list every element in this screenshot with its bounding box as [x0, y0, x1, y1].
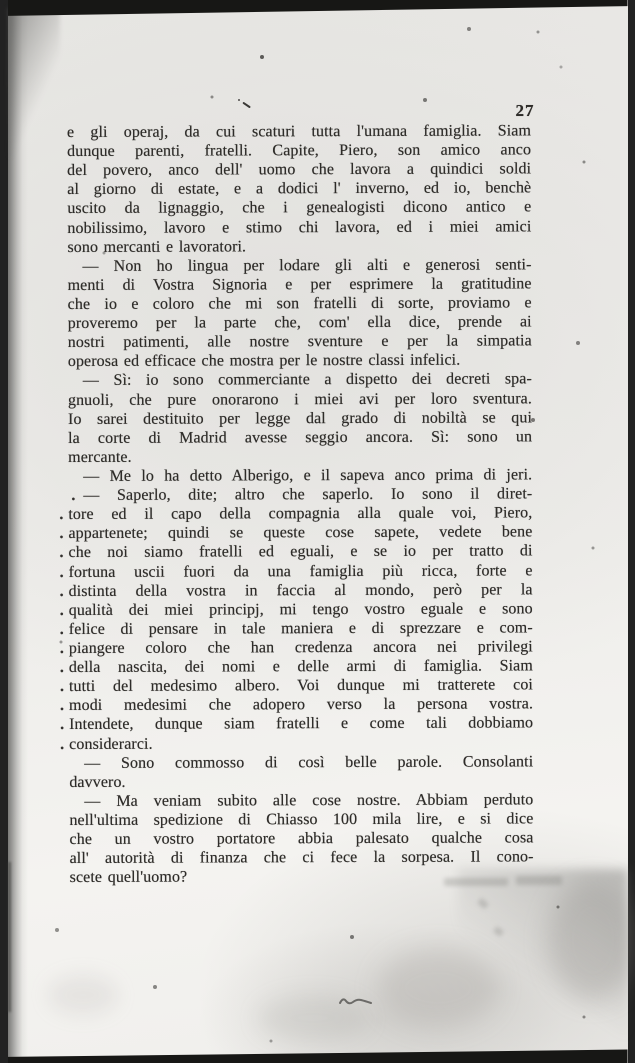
line-text: che io e coloro che mi son fratelli di sorte, proviamo e — [67, 294, 532, 313]
line-text: al giorno di estate, e a dodici l' inverno, ed io, benchè — [66, 179, 531, 199]
line-text: gnuoli, che pure onorarono i miei avi per loro sventura. — [67, 389, 532, 409]
line-text: fortuna uscii fuori da una famiglia più ricca, forte e — [68, 561, 533, 581]
text-line — [67, 198, 531, 219]
line-text: — Ma veniam subito alle cose nostre. Abbiam perduto — [83, 791, 533, 810]
line-text: che un vostro portatore abbia palesato qualche cosa — [68, 829, 534, 849]
text-line — [59, 676, 533, 697]
margin-dot-artifact: . — [59, 563, 64, 581]
margin-dot-artifact: . — [59, 697, 64, 715]
text-line — [67, 160, 531, 181]
margin-dot-artifact: . — [59, 639, 64, 657]
text-line — [68, 484, 532, 505]
line-text: — Me lo ha detto Alberigo, e il sapeva anco prima di jeri. — [82, 466, 532, 485]
line-text: tutti del medesimo albero. Voi dunque mi tratterete coi — [68, 676, 533, 696]
line-text: tore ed il capo della compagnia alla quale voi, Piero, — [67, 504, 532, 524]
bottom-right-shadow — [458, 869, 628, 1059]
line-text: — Non ho lingua per lodare gli alti e generosi senti- — [81, 256, 532, 275]
line-text: la corte di Madrid avesse seggio ancora. Sì: sono un — [67, 428, 532, 447]
text-line — [67, 351, 531, 372]
margin-dot-artifact: . — [59, 601, 64, 619]
ink-speck — [238, 99, 240, 101]
text-line — [69, 790, 533, 811]
line-text: distinta della vostra in faccia al mondo, però per la — [68, 581, 533, 600]
text-line — [67, 236, 531, 257]
text-line — [59, 618, 533, 639]
text-line — [59, 656, 533, 677]
line-text: e gli operaj, da cui scaturi tutta l'umana famiglia. Siam — [66, 122, 531, 141]
text-line — [67, 121, 531, 142]
text-line — [67, 293, 531, 314]
line-text: Io sarei destituito per legge dal grado di nobiltà se qui — [67, 409, 532, 428]
paragraph — [67, 121, 531, 256]
margin-dot-artifact: . — [58, 506, 64, 524]
line-text: considerarci. — [68, 735, 153, 753]
text-line — [68, 446, 532, 467]
scanned-book-page — [8, 0, 628, 1063]
text-line — [58, 523, 532, 544]
text-line — [59, 580, 533, 601]
margin-dot-artifact: . — [59, 659, 64, 677]
line-text: — Saperlo, dite; altro che saperlo. Io sono il diret- — [82, 485, 532, 505]
line-text: Intendete, dunque siam fratelli e come tali dobbiamo — [68, 714, 533, 734]
line-text: scete quell'uomo? — [69, 868, 187, 887]
margin-dot-artifact: . — [59, 620, 64, 638]
line-text: del povero, anco dell' uomo che lavora a quindici soldi — [66, 160, 531, 180]
text-line — [67, 312, 531, 333]
text-line — [69, 848, 533, 869]
line-text: che noi siamo fratelli ed eguali, e se io per tratto di — [67, 542, 533, 562]
text-line — [59, 637, 533, 658]
paragraph — [67, 370, 531, 467]
margin-dot-artifact: . — [59, 735, 64, 753]
text-line — [67, 140, 531, 161]
paragraph — [68, 465, 532, 486]
paragraph — [69, 790, 533, 887]
margin-dot-artifact: . — [59, 678, 64, 696]
line-text: sono mercanti e lavoratori. — [66, 238, 246, 256]
text-line — [69, 809, 533, 830]
line-text: nostri patimenti, alle nostre sventure e per la simpatia — [67, 332, 532, 352]
text-line — [59, 561, 533, 582]
text-line — [67, 370, 531, 391]
text-line — [69, 771, 533, 792]
text-line — [67, 179, 531, 200]
page-number: 27 — [515, 101, 535, 120]
line-text: operosa ed efficace che mostra per le nostre classi infelici. — [67, 351, 460, 371]
margin-dot-artifact: . — [58, 544, 64, 562]
line-text: della nascita, dei nomi e delle armi di famiglia. Siam — [68, 657, 533, 677]
text-line — [58, 504, 532, 525]
page-spine-shadow — [8, 0, 28, 1063]
text-line — [59, 733, 533, 754]
line-text: qualità dei miei principj, mi tengo vostro eguale e sono — [68, 600, 533, 619]
text-line — [67, 389, 531, 410]
paragraph — [67, 255, 531, 371]
line-text: felice di pensare in tale maniera e di sprezzare e com- — [68, 619, 533, 638]
text-line — [68, 465, 532, 486]
text-line — [69, 752, 533, 773]
paragraph — [69, 752, 533, 792]
line-text: nobilissimo, lavoro e stimo chi lavora, ed i miei amici — [66, 217, 531, 237]
line-text: mercante. — [67, 448, 132, 466]
pen-mark-squiggle — [338, 993, 378, 1011]
spine-corner-shadow — [8, 8, 60, 158]
paper-smudge — [48, 975, 118, 1015]
text-line — [67, 255, 531, 276]
text-line — [68, 427, 532, 448]
text-line — [67, 274, 531, 295]
margin-dot-artifact: . — [59, 716, 64, 734]
ink-speck-accent — [242, 102, 251, 109]
line-text: appartenete; quindi se queste cose sapete, vedete bene — [67, 523, 532, 543]
text-line — [59, 714, 533, 735]
text-block — [58, 121, 534, 887]
text-line — [59, 695, 533, 716]
left-edge-line — [8, 862, 11, 1012]
text-line — [67, 332, 531, 353]
margin-dot-artifact: . — [58, 525, 64, 543]
line-text: piangere coloro che han credenza ancora nei privilegi — [68, 638, 533, 657]
line-text: all' autorità di finanza che ci fece la sorpesa. Il cono- — [69, 848, 534, 868]
line-text: nell'ultima spedizione di Chiasso 100 mila lire, e si dice — [68, 810, 533, 829]
line-text: modi medesimi che adopero verso la persona vostra. — [68, 695, 533, 715]
line-text: menti di Vostra Signoria e per esprimere la gratitudine — [67, 275, 532, 294]
text-line — [58, 542, 533, 563]
line-text: — Sono commosso di così belle parole. Consolanti — [83, 752, 533, 772]
text-line — [68, 408, 532, 429]
paragraph — [58, 484, 533, 753]
margin-dot-artifact: . — [59, 582, 64, 600]
line-text: — Sì: io sono commerciante a dispetto dei decreti spa- — [82, 370, 532, 390]
text-line — [59, 599, 533, 620]
scan-border-top — [8, 0, 628, 18]
margin-dot-artifact: . — [70, 487, 75, 505]
text-line — [69, 828, 533, 849]
line-text: uscito da lignaggio, che i genealogisti dicono antico e — [66, 198, 531, 218]
line-text: davvero. — [68, 773, 126, 791]
text-line — [69, 867, 533, 888]
line-text: proveremo per la parte che, com' ella dice, prende ai — [67, 313, 532, 333]
line-text: dunque parenti, fratelli. Capite, Piero, son amico anco — [66, 141, 531, 161]
text-line — [67, 217, 531, 238]
